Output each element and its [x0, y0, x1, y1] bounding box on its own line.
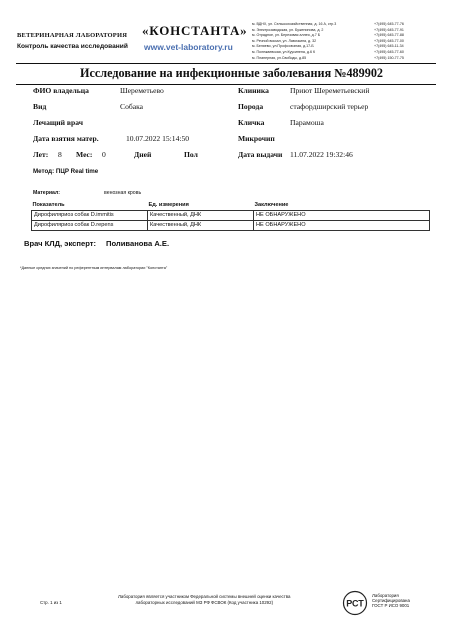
- address-item: м. Электрозаводская, ул. Буженинова, д. 2: [252, 27, 324, 32]
- months-label: Мес:: [76, 150, 93, 159]
- table-cell: НЕ ОБНАРУЖЕНО: [254, 220, 430, 230]
- footnote: *Данные средних значений по референтным интервалам лаборатории "Константа": [20, 266, 168, 270]
- table-header-row: [32, 201, 430, 210]
- address-item: м. Беляево, ул.Профсоюзная, д.17-Б: [252, 44, 314, 49]
- clinic-label: Клиника: [238, 86, 269, 95]
- issue-date-label: Дата выдачи: [238, 150, 283, 159]
- phone-item: +7(495) 645-77-76: [374, 22, 404, 26]
- address-item: м. Планерная, ул.Свободы, д.85: [252, 55, 307, 60]
- phone-item: +7(495) 645-77-00: [374, 38, 404, 43]
- rst-certification-logo: [342, 590, 368, 616]
- owner-label: ФИО владельца: [33, 86, 89, 95]
- sample-date-label: Дата взятия матер.: [33, 134, 99, 143]
- material-label: Материал:: [33, 190, 60, 196]
- results-table: [31, 201, 430, 231]
- years-value: 8: [58, 150, 62, 159]
- certification-text: [372, 593, 410, 609]
- phone-item: +7(495) 645-11-34: [374, 44, 404, 49]
- address-item: м. Речной вокзал, ул. Лавочкина, д. 32: [252, 38, 317, 43]
- page-number: Стр. 1 из 1: [40, 600, 62, 605]
- phone-item: +7(495) 150-77-75: [374, 55, 404, 60]
- page-title: Исследование на инфекционные заболевания №489902: [80, 66, 384, 80]
- lab-name: «КОНСТАНТА»: [142, 23, 248, 38]
- quality-control-label: Контроль качества исследований: [17, 43, 128, 50]
- table-cell: Качественный, ДНК: [148, 210, 254, 220]
- breed-value: стафордширский терьер: [290, 102, 369, 111]
- issue-date-value: 11.07.2022 19:32:46: [290, 150, 353, 159]
- column-header: Показатель: [32, 201, 65, 208]
- vet-label: Лечащий врач: [33, 118, 84, 127]
- cert-line: Сертифицирована: [372, 598, 410, 604]
- lab-type: ВЕТЕРИНАРНАЯ ЛАБОРАТОРИЯ: [17, 32, 128, 39]
- svg-text:РСТ: РСТ: [346, 598, 364, 609]
- method-label: Метод: ПЦР Real time: [33, 168, 99, 175]
- notice-line: Лаборатория является участником Федеральной системы внешней оценки качества: [118, 594, 291, 599]
- fsvok-notice: [118, 594, 290, 605]
- phone-item: +7(495) 645-77-88: [374, 33, 404, 38]
- days-label: Дней: [134, 150, 152, 159]
- owner-value: Шереметьево: [120, 86, 164, 95]
- clinic-value: Приют Шереметьевский: [290, 86, 370, 95]
- sex-label: Пол: [184, 150, 198, 159]
- years-label: Лет:: [33, 150, 49, 159]
- doctor-name: Поливанова А.Е.: [106, 239, 170, 248]
- species-label: Вид: [33, 102, 47, 111]
- notice-line: лабораторных исследований МЗ РФ ФСВОК (Код участника 10292): [135, 599, 274, 605]
- nickname-label: Кличка: [238, 118, 265, 127]
- address-item: м. Полежаевская, ул.Куусинена, д.6 К: [252, 49, 316, 54]
- species-value: Собака: [120, 102, 144, 111]
- table-cell: НЕ ОБНАРУЖЕНО: [254, 210, 430, 220]
- address-list: [252, 22, 336, 61]
- nickname-value: Парамоша: [290, 118, 324, 127]
- phone-item: +7(495) 645-77-91: [374, 27, 404, 32]
- cert-line: Лаборатория: [372, 593, 399, 598]
- address-item: м. ВДНХ, ул. Сельскохозяйственная, д. 16 А, стр.3: [252, 22, 337, 26]
- column-header: Ед. измерения: [148, 201, 189, 208]
- microchip-label: Микрочип: [238, 134, 275, 143]
- table-cell: Качественный, ДНК: [148, 220, 254, 230]
- lab-website-link[interactable]: www.vet-laboratory.ru: [144, 42, 233, 52]
- sample-date-value: 10.07.2022 15:14:50: [126, 134, 190, 143]
- table-row: [32, 220, 430, 230]
- months-value: 0: [102, 150, 106, 159]
- table-cell: Дирофиляриоз собак D.repens: [32, 220, 148, 230]
- cert-line: ГОСТ Р ИСО 9001: [372, 603, 410, 609]
- breed-label: Порода: [238, 102, 264, 111]
- table-row: [32, 210, 430, 220]
- phone-list: [374, 22, 404, 61]
- column-header: Заключение: [254, 201, 289, 208]
- address-item: м. Отрадное, ул. Березовая аллея, д.7 Б: [252, 33, 321, 38]
- phone-item: +7(495) 645-77-60: [374, 49, 404, 54]
- doctor-label: Врач КЛД, эксперт:: [24, 239, 96, 248]
- header-divider: [16, 63, 436, 64]
- title-divider: [16, 84, 436, 85]
- table-cell: Дирофиляриоз собак D.immitis: [32, 210, 148, 220]
- material-value: венозная кровь: [104, 190, 142, 196]
